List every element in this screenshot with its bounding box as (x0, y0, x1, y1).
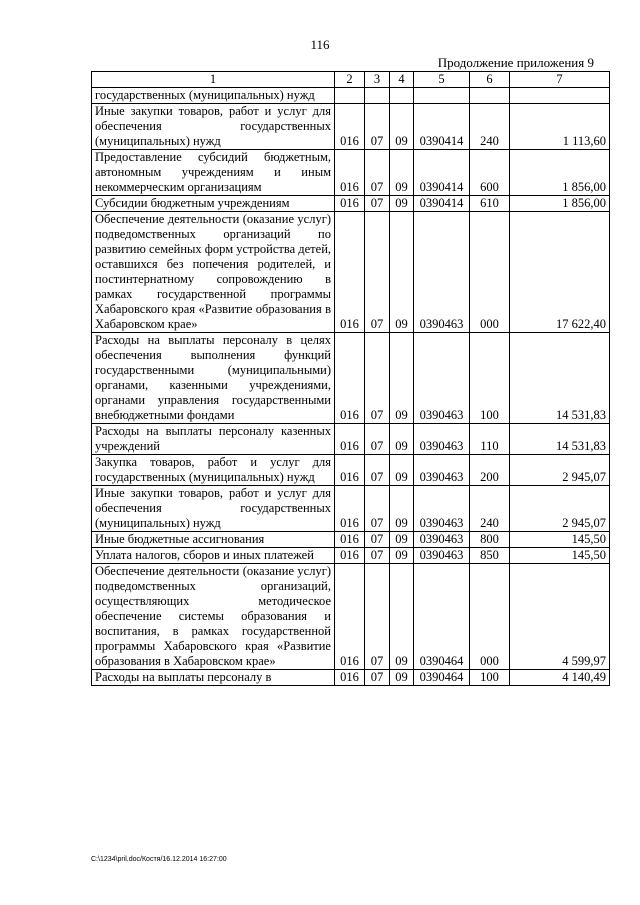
row-name-cell: Иные закупки товаров, работ и услуг для обеспечения государственных (муниципальных) нужд (92, 104, 335, 150)
row-section-cell: 07 (365, 455, 390, 486)
row-expense-type-cell: 100 (470, 670, 510, 686)
row-amount-cell: 1 856,00 (510, 196, 610, 212)
row-target-article-cell: 0390464 (414, 564, 470, 670)
row-subsection-cell: 09 (390, 486, 414, 532)
row-name-cell: Закупка товаров, работ и услуг для государственных (муниципальных) нужд (92, 455, 335, 486)
row-name-cell: Уплата налогов, сборов и иных платежей (92, 548, 335, 564)
footer-file-path: C:\1234\pril.doc/Костя/16.12.2014 16:27:00 (91, 856, 227, 863)
budget-table (91, 71, 610, 686)
row-amount-cell: 14 531,83 (510, 424, 610, 455)
table-row (92, 486, 610, 532)
row-subsection-cell: 09 (390, 150, 414, 196)
row-name-cell: Обеспечение деятельности (оказание услуг) подведомственных организаций, осуществляющих методическое обеспечение системы образования и воспитания, в рамках государственной программы Хабаровского края «Развитие образования в Хабаровском крае» (92, 564, 335, 670)
row-section-cell: 07 (365, 212, 390, 333)
table-row (92, 104, 610, 150)
row-expense-type-cell: 100 (470, 333, 510, 424)
row-subsection-cell: 09 (390, 455, 414, 486)
table-header-row (92, 72, 610, 88)
row-name-cell: государственных (муниципальных) нужд (92, 88, 335, 104)
row-target-article-cell: 0390463 (414, 548, 470, 564)
row-name-cell: Предоставление субсидий бюджетным, автономным учреждениям и иным некоммерческим организациям (92, 150, 335, 196)
row-name-cell: Расходы на выплаты персоналу казенных учреждений (92, 424, 335, 455)
row-subsection-cell (390, 88, 414, 104)
row-name-cell: Расходы на выплаты персоналу в (92, 670, 335, 686)
table-row (92, 88, 610, 104)
header-col-5: 5 (414, 72, 470, 88)
header-col-1: 1 (92, 72, 335, 88)
table-row (92, 670, 610, 686)
header-col-6: 6 (470, 72, 510, 88)
row-section-cell: 07 (365, 104, 390, 150)
row-admin-code-cell: 016 (335, 548, 365, 564)
row-target-article-cell: 0390463 (414, 486, 470, 532)
table-body (92, 88, 610, 686)
table-row (92, 424, 610, 455)
row-target-article-cell: 0390463 (414, 455, 470, 486)
row-expense-type-cell: 200 (470, 455, 510, 486)
row-subsection-cell: 09 (390, 212, 414, 333)
row-amount-cell: 17 622,40 (510, 212, 610, 333)
row-target-article-cell: 0390463 (414, 532, 470, 548)
row-section-cell: 07 (365, 333, 390, 424)
header-col-3: 3 (365, 72, 390, 88)
row-amount-cell: 2 945,07 (510, 486, 610, 532)
row-amount-cell: 1 856,00 (510, 150, 610, 196)
row-admin-code-cell: 016 (335, 212, 365, 333)
row-subsection-cell: 09 (390, 424, 414, 455)
row-subsection-cell: 09 (390, 532, 414, 548)
annex-title: Продолжение приложения 9 (437, 55, 594, 70)
row-subsection-cell: 09 (390, 196, 414, 212)
row-section-cell: 07 (365, 532, 390, 548)
row-admin-code-cell: 016 (335, 333, 365, 424)
row-admin-code-cell: 016 (335, 150, 365, 196)
page-number: 116 (310, 37, 330, 52)
header-col-4: 4 (390, 72, 414, 88)
header-col-7: 7 (510, 72, 610, 88)
row-admin-code-cell (335, 88, 365, 104)
row-name-cell: Расходы на выплаты персоналу в целях обеспечения выполнения функций государственными (муниципальными) органами, казенными учреждениями, органами управления государственными внебюджетными фондами (92, 333, 335, 424)
table-row (92, 150, 610, 196)
row-admin-code-cell: 016 (335, 104, 365, 150)
table-row (92, 212, 610, 333)
row-expense-type-cell: 850 (470, 548, 510, 564)
row-target-article-cell: 0390463 (414, 212, 470, 333)
row-section-cell: 07 (365, 670, 390, 686)
table-row (92, 455, 610, 486)
row-subsection-cell: 09 (390, 564, 414, 670)
row-target-article-cell: 0390463 (414, 333, 470, 424)
row-expense-type-cell: 240 (470, 104, 510, 150)
row-amount-cell (510, 88, 610, 104)
row-expense-type-cell: 000 (470, 212, 510, 333)
row-expense-type-cell: 610 (470, 196, 510, 212)
row-name-cell: Обеспечение деятельности (оказание услуг) подведомственных организаций по развитию семейных форм устройства детей, оставшихся без попечения родителей, и постинтернатному сопровождению в рамках государственной программы Хабаровского края «Развитие образования в Хабаровском крае» (92, 212, 335, 333)
row-amount-cell: 1 113,60 (510, 104, 610, 150)
row-target-article-cell: 0390464 (414, 670, 470, 686)
row-section-cell (365, 88, 390, 104)
row-admin-code-cell: 016 (335, 670, 365, 686)
row-expense-type-cell: 110 (470, 424, 510, 455)
row-target-article-cell: 0390463 (414, 424, 470, 455)
row-subsection-cell: 09 (390, 333, 414, 424)
row-target-article-cell: 0390414 (414, 150, 470, 196)
row-amount-cell: 2 945,07 (510, 455, 610, 486)
row-admin-code-cell: 016 (335, 424, 365, 455)
row-subsection-cell: 09 (390, 670, 414, 686)
row-expense-type-cell: 600 (470, 150, 510, 196)
row-target-article-cell: 0390414 (414, 104, 470, 150)
table-row (92, 564, 610, 670)
row-amount-cell: 145,50 (510, 532, 610, 548)
row-section-cell: 07 (365, 424, 390, 455)
table-row (92, 196, 610, 212)
row-expense-type-cell (470, 88, 510, 104)
row-section-cell: 07 (365, 564, 390, 670)
row-admin-code-cell: 016 (335, 564, 365, 670)
row-target-article-cell: 0390414 (414, 196, 470, 212)
row-admin-code-cell: 016 (335, 486, 365, 532)
table-row (92, 548, 610, 564)
table-row (92, 333, 610, 424)
row-name-cell: Субсидии бюджетным учреждениям (92, 196, 335, 212)
row-name-cell: Иные бюджетные ассигнования (92, 532, 335, 548)
row-name-cell: Иные закупки товаров, работ и услуг для обеспечения государственных (муниципальных) нужд (92, 486, 335, 532)
row-section-cell: 07 (365, 196, 390, 212)
row-section-cell: 07 (365, 150, 390, 196)
row-admin-code-cell: 016 (335, 455, 365, 486)
row-admin-code-cell: 016 (335, 532, 365, 548)
row-expense-type-cell: 000 (470, 564, 510, 670)
row-target-article-cell (414, 88, 470, 104)
row-section-cell: 07 (365, 548, 390, 564)
row-subsection-cell: 09 (390, 548, 414, 564)
row-admin-code-cell: 016 (335, 196, 365, 212)
row-amount-cell: 14 531,83 (510, 333, 610, 424)
row-expense-type-cell: 800 (470, 532, 510, 548)
header-col-2: 2 (335, 72, 365, 88)
row-amount-cell: 4 140,49 (510, 670, 610, 686)
row-subsection-cell: 09 (390, 104, 414, 150)
row-amount-cell: 145,50 (510, 548, 610, 564)
table-row (92, 532, 610, 548)
row-expense-type-cell: 240 (470, 486, 510, 532)
row-amount-cell: 4 599,97 (510, 564, 610, 670)
row-section-cell: 07 (365, 486, 390, 532)
